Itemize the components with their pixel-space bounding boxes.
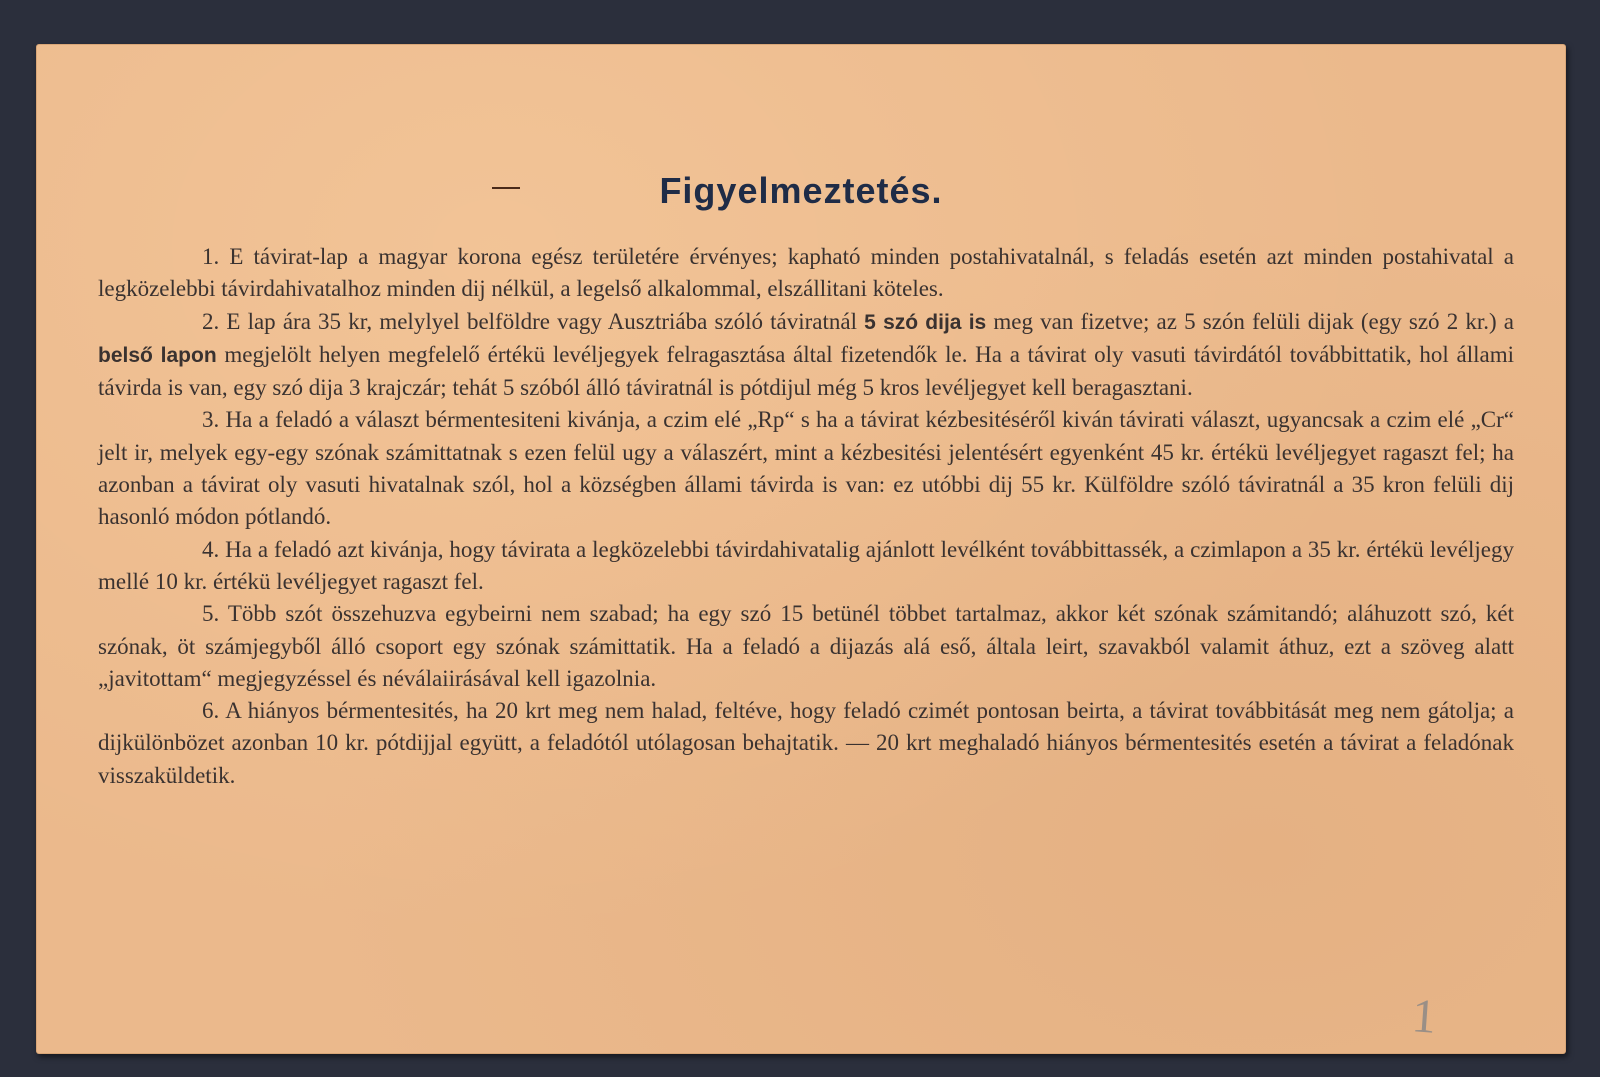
telegram-card-back: [36, 44, 1566, 1054]
paragraph-6: 6. A hiányos bérmentesités, ha 20 krt meg nem halad, feltéve, hogy feladó czimét pontosan beirta, a távirat továbbitását meg nem gátolja; a dijkülönbözet azonban 10 kr. pótdijjal együtt, a feladótól utólagosan behajtatik. — 20 krt meghaladó hiányos bérmentesités esetén a távirat a feladónak visszaküldetik.: [98, 698, 1514, 788]
paragraph-2-bold-b: belső lapon: [98, 343, 217, 367]
pencil-mark: 1: [1410, 989, 1438, 1044]
paragraph-2-bold-a: 5 szó dija is: [864, 310, 987, 334]
paragraph-3: 3. Ha a feladó a választ bérmentesiteni kivánja, a czim elé „Rp“ s ha a távirat kézbesitéséről kiván távirati választ, ugyancsak a czim elé „Cr“ jelt ir, melyek egy-egy szónak számittatnak s ezen felül ugy a válaszért, mint a kézbesitési jelentésért egyenként 45 kr. értékü levéljegyet ragaszt fel; ha azonban a távirat oly vasuti hivatalnak szól, hol a községben állami távirda is van: ez utóbbi dij 55 kr. Külföldre szóló táviratnál a 35 kron felüli dij hasonló módon pótlandó.: [98, 407, 1514, 530]
notice-body: [98, 241, 1514, 792]
page-title: Figyelmeztetés.: [659, 170, 943, 211]
paragraph-2-text-b: meg van fizetve; az 5 szón felüli dijak (egy szó 2 kr.) a: [986, 308, 1514, 334]
paragraph-2-text-a: 2. E lap ára 35 kr, melylyel belföldre vagy Ausztriába szóló táviratnál: [202, 308, 865, 334]
paragraph-5: 5. Több szót összehuzva egybeirni nem szabad; ha egy szó 15 betünél többet tartalmaz, akkor két szónak számitandó; aláhuzott szó, két szónak, öt számjegyből álló csoport egy szónak számittatik. Ha a feladó a dijazás alá eső, általa leirt, szavakból valamit áthuz, ezt a szöveg alatt „javitottam“ megjegyzéssel és néválaiirásával kell igazolnia.: [98, 601, 1514, 691]
paragraph-2: [98, 306, 1514, 405]
paragraph-4: 4. Ha a feladó azt kivánja, hogy távirata a legközelebbi távirdahivatalig ajánlott levélként továbbittassék, a czimlapon a 35 kr. értékü levéljegy mellé 10 kr. értékü levéljegyet ragaszt fel.: [98, 536, 1514, 594]
paragraph-1: 1. E távirat-lap a magyar korona egész területére érvényes; kapható minden postahivatalnál, s feladás esetén azt minden postahivatal a legközelebbi távirdahivatalhoz minden dij nélkül, a legelső alkalommal, elszállitani köteles.: [98, 244, 1514, 302]
paragraph-2-text-c: megjelölt helyen megfelelő értékü levéljegyek felragasztása által fizetendők le. Ha a távirat oly vasuti távirdától továbbittatik, hol állami távirda is van, egy szó dija 3 krajczár; tehát 5 szóból álló táviratnál is pótdijul még 5 kros levéljegyet kell beragasztani.: [98, 341, 1515, 401]
